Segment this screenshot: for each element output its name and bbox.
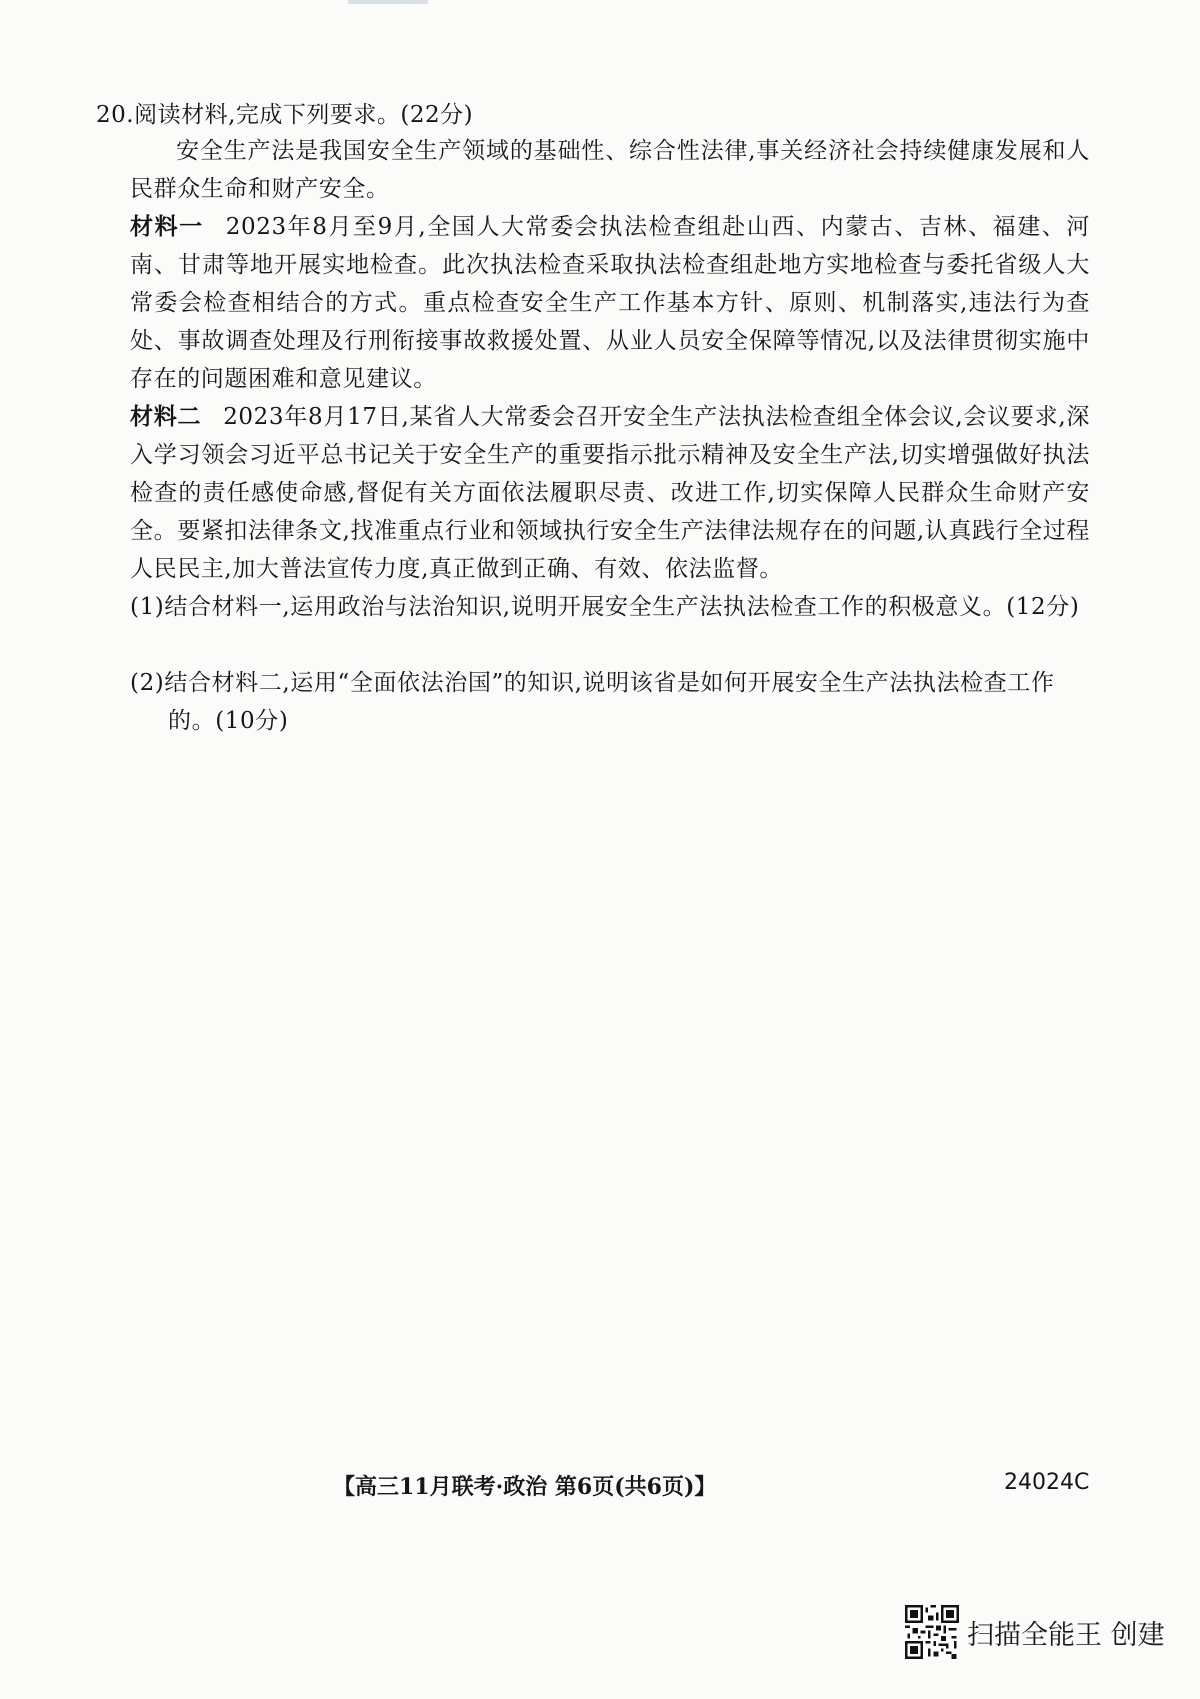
question-intro: 安全生产法是我国安全生产领域的基础性、综合性法律,事关经济社会持续健康发展和人民群众生命和财产安全。 — [130, 138, 1090, 202]
scan-artifact — [348, 0, 428, 4]
exam-code: 24024C — [1004, 1470, 1090, 1495]
material-one — [130, 208, 1090, 398]
sub-question-1: (1)结合材料一,运用政治与法治知识,说明开展安全生产法执法检查工作的积极意义。(12分) — [130, 594, 1080, 620]
material-two — [130, 398, 1090, 588]
page-footer: 【高三11月联考·政治 第6页(共6页)】 — [333, 1474, 717, 1500]
qr-code-icon — [905, 1605, 959, 1659]
scanner-watermark — [905, 1605, 1165, 1659]
question-title: 20.阅读材料,完成下列要求。(22分) — [96, 102, 474, 128]
sub-question-2: (2)结合材料二,运用“全面依法治国”的知识,说明该省是如何开展安全生产法执法检查工作的。(10分) — [130, 670, 1055, 734]
watermark-text: 扫描全能王 创建 — [967, 1619, 1165, 1651]
material-two-label: 材料二 — [130, 403, 202, 430]
material-one-text: 2023年8月至9月,全国人大常委会执法检查组赴山西、内蒙古、吉林、福建、河南、甘肃等地开展实地检查。此次执法检查采取执法检查组赴地方实地检查与委托省级人大常委会检查相结合的方式。重点检查安全生产工作基本方针、原则、机制落实,违法行为查处、事故调查处理及行刑衔接事故救援处置、从业人员安全保障等情况,以及法律贯彻实施中存在的问题困难和意见建议。 — [130, 214, 1090, 392]
material-one-label: 材料一 — [130, 213, 204, 240]
material-two-text: 2023年8月17日,某省人大常委会召开安全生产法执法检查组全体会议,会议要求,深入学习领会习近平总书记关于安全生产的重要指示批示精神及安全生产法,切实增强做好执法检查的责任感使命感,督促有关方面依法履职尽责、改进工作,切实保障人民群众生命财产安全。要紧扣法律条文,找准重点行业和领域执行安全生产法律法规存在的问题,认真践行全过程人民民主,加大普法宣传力度,真正做到正确、有效、依法监督。 — [130, 404, 1090, 582]
